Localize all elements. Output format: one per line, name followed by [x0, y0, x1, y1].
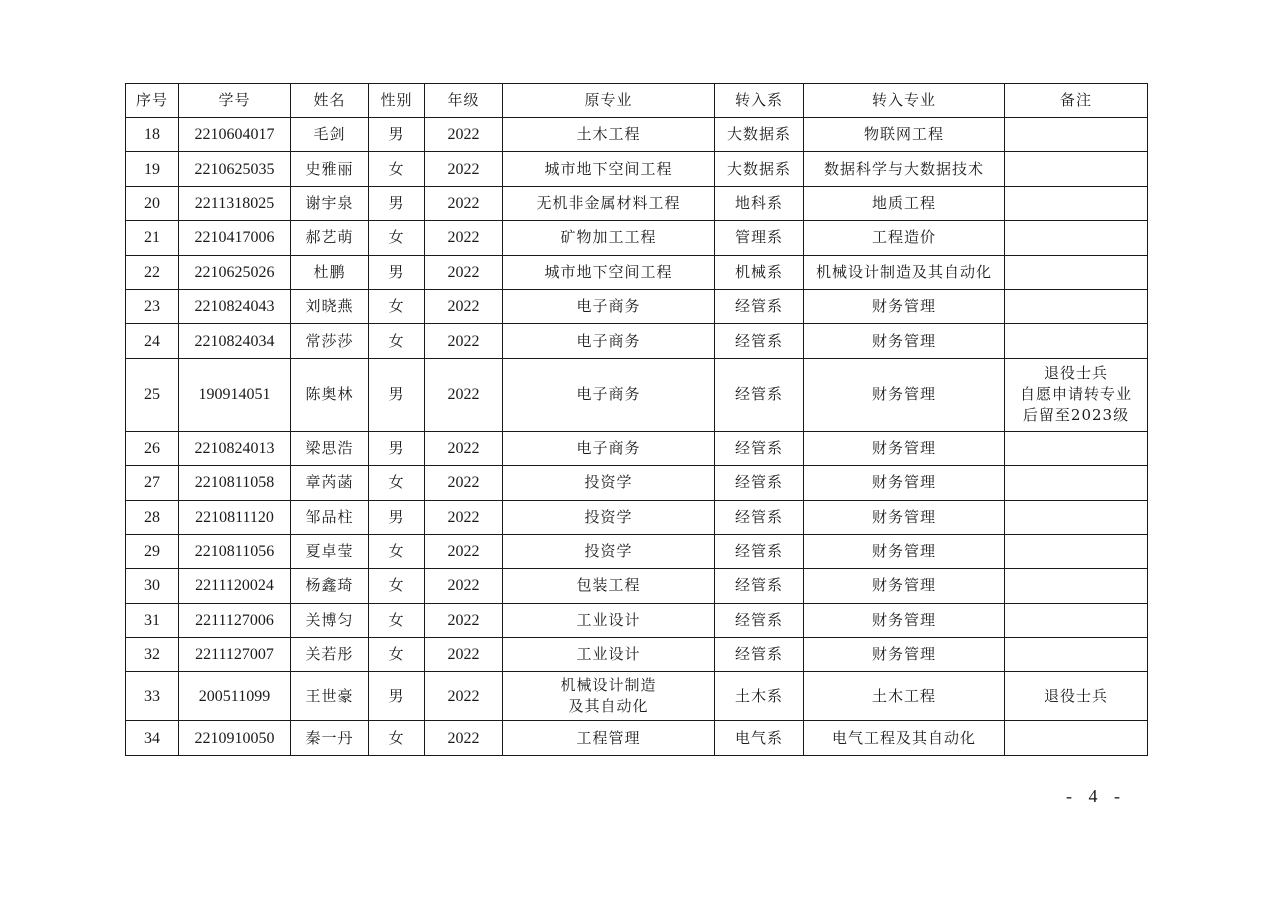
cell-grade: 2022: [425, 721, 503, 755]
table-row: [126, 672, 1148, 721]
cell-target-major: 财务管理: [804, 603, 1005, 637]
cell-seq: 33: [126, 672, 179, 721]
cell-seq: 23: [126, 289, 179, 323]
cell-target-department: 经管系: [715, 324, 804, 358]
cell-seq: 32: [126, 638, 179, 672]
cell-gender: 女: [369, 721, 425, 755]
cell-remarks: [1005, 638, 1148, 672]
header-remarks: 备注: [1005, 84, 1148, 118]
cell-remarks: [1005, 500, 1148, 534]
cell-student-id: 2210824013: [179, 431, 291, 465]
cell-target-department: 经管系: [715, 603, 804, 637]
cell-original-major: 电子商务: [503, 431, 715, 465]
header-target-department: 转入系: [715, 84, 804, 118]
cell-seq: 20: [126, 186, 179, 220]
cell-original-major: 城市地下空间工程: [503, 152, 715, 186]
cell-name: 夏卓莹: [291, 534, 369, 568]
header-target-major: 转入专业: [804, 84, 1005, 118]
cell-target-major: 地质工程: [804, 186, 1005, 220]
cell-gender: 女: [369, 569, 425, 603]
cell-gender: 女: [369, 466, 425, 500]
cell-student-id: 190914051: [179, 358, 291, 431]
table-row: [126, 603, 1148, 637]
cell-target-major: 财务管理: [804, 534, 1005, 568]
cell-grade: 2022: [425, 358, 503, 431]
cell-original-major: 机械设计制造 及其自动化: [503, 672, 715, 721]
cell-original-major: 工业设计: [503, 603, 715, 637]
cell-remarks: [1005, 721, 1148, 755]
table-row: [126, 324, 1148, 358]
cell-remarks: [1005, 152, 1148, 186]
cell-name: 关博匀: [291, 603, 369, 637]
cell-student-id: 2210625026: [179, 255, 291, 289]
table-row: [126, 221, 1148, 255]
cell-target-major: 财务管理: [804, 358, 1005, 431]
transfer-student-table: [125, 83, 1148, 756]
cell-target-major: 电气工程及其自动化: [804, 721, 1005, 755]
cell-seq: 24: [126, 324, 179, 358]
cell-grade: 2022: [425, 118, 503, 152]
cell-student-id: 2210811058: [179, 466, 291, 500]
cell-gender: 男: [369, 431, 425, 465]
cell-target-major: 物联网工程: [804, 118, 1005, 152]
cell-original-major: 矿物加工工程: [503, 221, 715, 255]
cell-gender: 女: [369, 534, 425, 568]
cell-name: 关若彤: [291, 638, 369, 672]
cell-remarks: [1005, 431, 1148, 465]
cell-remarks: 退役士兵: [1005, 672, 1148, 721]
cell-grade: 2022: [425, 534, 503, 568]
cell-name: 陈奥林: [291, 358, 369, 431]
cell-target-major: 财务管理: [804, 289, 1005, 323]
cell-seq: 28: [126, 500, 179, 534]
cell-seq: 22: [126, 255, 179, 289]
header-student-id: 学号: [179, 84, 291, 118]
cell-target-major: 财务管理: [804, 466, 1005, 500]
cell-gender: 女: [369, 638, 425, 672]
cell-grade: 2022: [425, 152, 503, 186]
cell-target-department: 经管系: [715, 466, 804, 500]
header-name: 姓名: [291, 84, 369, 118]
cell-grade: 2022: [425, 672, 503, 721]
cell-target-major: 财务管理: [804, 500, 1005, 534]
cell-student-id: 2210417006: [179, 221, 291, 255]
cell-student-id: 2210824034: [179, 324, 291, 358]
cell-original-major: 工业设计: [503, 638, 715, 672]
cell-name: 杜鹏: [291, 255, 369, 289]
cell-remarks: [1005, 466, 1148, 500]
table-row: [126, 534, 1148, 568]
cell-seq: 19: [126, 152, 179, 186]
cell-seq: 31: [126, 603, 179, 637]
cell-name: 王世豪: [291, 672, 369, 721]
cell-original-major: 投资学: [503, 500, 715, 534]
cell-student-id: 2210625035: [179, 152, 291, 186]
header-grade: 年级: [425, 84, 503, 118]
cell-seq: 27: [126, 466, 179, 500]
cell-student-id: 2210811120: [179, 500, 291, 534]
table-row: [126, 289, 1148, 323]
cell-student-id: 2211127007: [179, 638, 291, 672]
cell-original-major: 土木工程: [503, 118, 715, 152]
cell-target-major: 财务管理: [804, 431, 1005, 465]
table-row: [126, 638, 1148, 672]
cell-name: 谢宇泉: [291, 186, 369, 220]
cell-original-major: 包装工程: [503, 569, 715, 603]
cell-original-major: 投资学: [503, 466, 715, 500]
cell-student-id: 2210910050: [179, 721, 291, 755]
cell-gender: 男: [369, 672, 425, 721]
cell-original-major: 工程管理: [503, 721, 715, 755]
cell-student-id: 200511099: [179, 672, 291, 721]
cell-remarks: [1005, 569, 1148, 603]
cell-grade: 2022: [425, 466, 503, 500]
cell-target-department: 经管系: [715, 431, 804, 465]
cell-target-major: 财务管理: [804, 569, 1005, 603]
cell-gender: 女: [369, 152, 425, 186]
cell-grade: 2022: [425, 221, 503, 255]
cell-seq: 34: [126, 721, 179, 755]
cell-student-id: 2211127006: [179, 603, 291, 637]
cell-target-department: 土木系: [715, 672, 804, 721]
cell-grade: 2022: [425, 431, 503, 465]
cell-gender: 男: [369, 500, 425, 534]
cell-target-department: 管理系: [715, 221, 804, 255]
cell-seq: 21: [126, 221, 179, 255]
cell-gender: 男: [369, 255, 425, 289]
cell-target-department: 机械系: [715, 255, 804, 289]
cell-grade: 2022: [425, 324, 503, 358]
table-row: [126, 466, 1148, 500]
cell-grade: 2022: [425, 289, 503, 323]
cell-remarks: [1005, 324, 1148, 358]
table-row: [126, 186, 1148, 220]
table-row: [126, 569, 1148, 603]
cell-target-department: 经管系: [715, 358, 804, 431]
cell-name: 梁思浩: [291, 431, 369, 465]
cell-name: 邹品柱: [291, 500, 369, 534]
cell-grade: 2022: [425, 569, 503, 603]
cell-name: 章芮菡: [291, 466, 369, 500]
cell-remarks: [1005, 255, 1148, 289]
cell-gender: 男: [369, 118, 425, 152]
cell-seq: 25: [126, 358, 179, 431]
cell-grade: 2022: [425, 500, 503, 534]
cell-original-major: 无机非金属材料工程: [503, 186, 715, 220]
cell-name: 史雅丽: [291, 152, 369, 186]
cell-target-department: 经管系: [715, 289, 804, 323]
cell-remarks: [1005, 289, 1148, 323]
cell-original-major: 电子商务: [503, 358, 715, 431]
cell-gender: 女: [369, 324, 425, 358]
cell-seq: 29: [126, 534, 179, 568]
cell-grade: 2022: [425, 638, 503, 672]
table-row: [126, 721, 1148, 755]
cell-grade: 2022: [425, 186, 503, 220]
cell-target-department: 经管系: [715, 534, 804, 568]
table-header-row: [126, 84, 1148, 118]
cell-target-major: 土木工程: [804, 672, 1005, 721]
cell-name: 秦一丹: [291, 721, 369, 755]
cell-student-id: 2210824043: [179, 289, 291, 323]
header-seq: 序号: [126, 84, 179, 118]
cell-target-major: 财务管理: [804, 324, 1005, 358]
table-row: [126, 118, 1148, 152]
cell-remarks: [1005, 603, 1148, 637]
cell-gender: 女: [369, 289, 425, 323]
cell-target-department: 大数据系: [715, 118, 804, 152]
header-original-major: 原专业: [503, 84, 715, 118]
table-row: [126, 358, 1148, 431]
cell-target-department: 电气系: [715, 721, 804, 755]
cell-student-id: 2210604017: [179, 118, 291, 152]
cell-original-major: 投资学: [503, 534, 715, 568]
cell-target-department: 经管系: [715, 500, 804, 534]
cell-original-major: 电子商务: [503, 289, 715, 323]
cell-target-department: 经管系: [715, 569, 804, 603]
cell-student-id: 2211120024: [179, 569, 291, 603]
cell-grade: 2022: [425, 603, 503, 637]
table-row: [126, 500, 1148, 534]
cell-gender: 男: [369, 186, 425, 220]
table-row: [126, 152, 1148, 186]
header-gender: 性别: [369, 84, 425, 118]
table-row: [126, 255, 1148, 289]
cell-name: 毛剑: [291, 118, 369, 152]
cell-seq: 30: [126, 569, 179, 603]
cell-target-major: 机械设计制造及其自动化: [804, 255, 1005, 289]
cell-name: 郝艺萌: [291, 221, 369, 255]
cell-target-department: 经管系: [715, 638, 804, 672]
cell-remarks: 退役士兵 自愿申请转专业 后留至2023级: [1005, 358, 1148, 431]
table-row: [126, 431, 1148, 465]
cell-gender: 女: [369, 603, 425, 637]
cell-student-id: 2211318025: [179, 186, 291, 220]
table-body: [126, 118, 1148, 756]
cell-original-major: 城市地下空间工程: [503, 255, 715, 289]
cell-remarks: [1005, 221, 1148, 255]
cell-student-id: 2210811056: [179, 534, 291, 568]
cell-remarks: [1005, 118, 1148, 152]
cell-target-major: 数据科学与大数据技术: [804, 152, 1005, 186]
cell-remarks: [1005, 534, 1148, 568]
page-number: - 4 -: [1066, 786, 1126, 806]
cell-original-major: 电子商务: [503, 324, 715, 358]
cell-gender: 女: [369, 221, 425, 255]
cell-remarks: [1005, 186, 1148, 220]
cell-gender: 男: [369, 358, 425, 431]
cell-target-major: 财务管理: [804, 638, 1005, 672]
cell-name: 杨鑫琦: [291, 569, 369, 603]
cell-target-department: 大数据系: [715, 152, 804, 186]
cell-seq: 26: [126, 431, 179, 465]
cell-grade: 2022: [425, 255, 503, 289]
cell-target-major: 工程造价: [804, 221, 1005, 255]
cell-seq: 18: [126, 118, 179, 152]
cell-name: 刘晓燕: [291, 289, 369, 323]
cell-target-department: 地科系: [715, 186, 804, 220]
cell-name: 常莎莎: [291, 324, 369, 358]
